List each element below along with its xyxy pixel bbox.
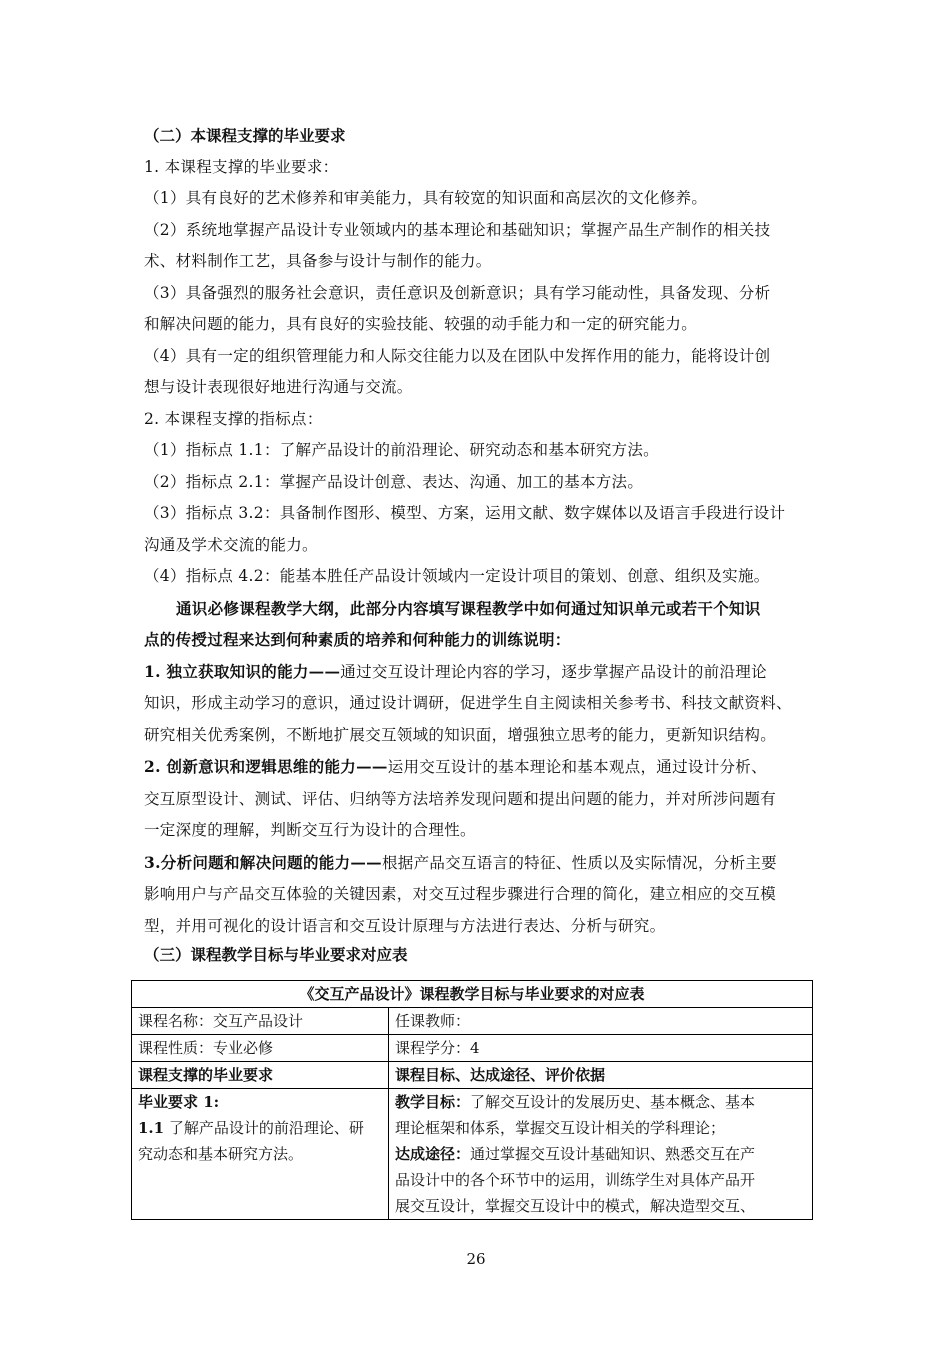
note-line-1: 通识必修课程教学大纲，此部分内容填写课程教学中如何通过知识单元或若干个知识 bbox=[176, 598, 761, 618]
body-line: （4）具有一定的组织管理能力和人际交往能力以及在团队中发挥作用的能力，能将设计创 bbox=[144, 346, 771, 365]
goal-text: 了解交互设计的发展历史、基本概念、基本 bbox=[470, 1093, 756, 1111]
path-label: 达成途径： bbox=[395, 1145, 471, 1163]
goal-line: 理论框架和体系，掌握交互设计相关的学科理论； bbox=[395, 1119, 726, 1137]
body-line: 2. 本课程支撑的指标点： bbox=[144, 409, 323, 428]
path-line: 品设计中的各个环节中的运用，训练学生对具体产品开 bbox=[395, 1171, 756, 1189]
goal-label: 教学目标： bbox=[395, 1093, 471, 1111]
requirement-point-line bbox=[138, 1115, 382, 1141]
path-line: 展交互设计，掌握交互设计中的模式，解决造型交互、 bbox=[395, 1197, 756, 1215]
table-row bbox=[132, 1035, 813, 1062]
ability-3-text: 根据产品交互语言的特征、性质以及实际情况，分析主要 bbox=[381, 853, 777, 872]
body-line: 交互原型设计、测试、评估、归纳等方法培养发现问题和提出问题的能力，并对所涉问题有 bbox=[144, 789, 777, 808]
table-row bbox=[132, 1062, 813, 1089]
col2-header: 课程目标、达成途径、评价依据 bbox=[389, 1062, 813, 1089]
credits-cell: 课程学分：4 bbox=[389, 1035, 813, 1062]
body-line: （1）具有良好的艺术修养和审美能力，具有较宽的知识面和高层次的文化修养。 bbox=[144, 189, 708, 207]
body-line: （3）具备强烈的服务社会意识，责任意识及创新意识；具有学习能动性，具备发现、分析 bbox=[144, 283, 771, 302]
table-title: 《交互产品设计》课程教学目标与毕业要求的对应表 bbox=[132, 981, 813, 1008]
ability-3-title: 3.分析问题和解决问题的能力—— bbox=[144, 852, 382, 872]
body-line: 一定深度的理解，判断交互行为设计的合理性。 bbox=[144, 821, 476, 839]
col1-header: 课程支撑的毕业要求 bbox=[132, 1062, 389, 1089]
path-text: 通过掌握交互设计基础知识、熟悉交互在产 bbox=[470, 1145, 756, 1163]
ability-3-line bbox=[144, 847, 812, 880]
ability-1-title: 1. 独立获取知识的能力—— bbox=[144, 661, 341, 681]
ability-2-title: 2. 创新意识和逻辑思维的能力—— bbox=[144, 757, 388, 776]
body-line: （3）指标点 3.2：具备制作图形、模型、方案，运用文献、数字媒体以及语言手段进行设计 bbox=[144, 504, 786, 522]
requirement-point-text: 了解产品设计的前沿理论、研 bbox=[164, 1119, 364, 1137]
body-line: 知识，形成主动学习的意识，通过设计调研，促进学生自主阅读相关参考书、科技文献资料、 bbox=[144, 694, 792, 712]
note-line-2: 点的传授过程来达到何种素质的培养和何种能力的训练说明： bbox=[144, 630, 571, 649]
body-line: 1. 本课程支撑的毕业要求： bbox=[144, 157, 339, 176]
page-number: 26 bbox=[466, 1250, 486, 1268]
objectives-table bbox=[131, 980, 813, 1220]
body-line: 研究相关优秀案例，不断地扩展交互领域的知识面，增强独立思考的能力，更新知识结构。 bbox=[144, 725, 777, 744]
section-2-heading: （二）本课程支撑的毕业要求 bbox=[144, 126, 346, 145]
requirement-point-line: 究动态和基本研究方法。 bbox=[138, 1145, 304, 1163]
body-line: 型，并用可视化的设计语言和交互设计原理与方法进行表达、分析与研究。 bbox=[144, 916, 666, 935]
course-nature-cell: 课程性质：专业必修 bbox=[132, 1035, 389, 1062]
body-line: （2）系统地掌握产品设计专业领域内的基本理论和基础知识；掌握产品生产制作的相关技 bbox=[144, 220, 771, 239]
ability-1-text: 通过交互设计理论内容的学习，逐步掌握产品设计的前沿理论 bbox=[340, 662, 767, 681]
page-body bbox=[144, 120, 812, 968]
requirement-point-number: 1.1 bbox=[138, 1119, 165, 1137]
course-name-cell: 课程名称：交互产品设计 bbox=[132, 1008, 389, 1035]
section-3-heading: （三）课程教学目标与毕业要求对应表 bbox=[144, 945, 408, 964]
objective-cell bbox=[389, 1089, 813, 1220]
body-line: （1）指标点 1.1：了解产品设计的前沿理论、研究动态和基本研究方法。 bbox=[144, 441, 659, 459]
path-line bbox=[395, 1141, 806, 1167]
body-line: 想与设计表现很好地进行沟通与交流。 bbox=[144, 378, 413, 396]
body-line: 术、材料制作工艺，具备参与设计与制作的能力。 bbox=[144, 252, 492, 270]
table-row bbox=[132, 1089, 813, 1220]
body-line: （2）指标点 2.1：掌握产品设计创意、表达、沟通、加工的基本方法。 bbox=[144, 472, 644, 491]
teacher-cell: 任课教师： bbox=[389, 1008, 813, 1035]
ability-1-line bbox=[144, 656, 812, 689]
body-line: 和解决问题的能力，具有良好的实验技能、较强的动手能力和一定的研究能力。 bbox=[144, 315, 698, 333]
table-row bbox=[132, 1008, 813, 1035]
table-row bbox=[132, 981, 813, 1008]
requirement-label: 毕业要求 1: bbox=[138, 1093, 220, 1111]
body-line: 影响用户与产品交互体验的关键因素，对交互过程步骤进行合理的简化，建立相应的交互模 bbox=[144, 885, 777, 903]
ability-2-line bbox=[144, 751, 812, 784]
requirement-cell bbox=[132, 1089, 389, 1220]
body-line: （4）指标点 4.2：能基本胜任产品设计领域内一定设计项目的策划、创意、组织及实施。 bbox=[144, 567, 770, 585]
body-line: 沟通及学术交流的能力。 bbox=[144, 535, 318, 554]
ability-2-text: 运用交互设计的基本理论和基本观点，通过设计分析、 bbox=[387, 758, 767, 776]
goal-line bbox=[395, 1089, 806, 1115]
